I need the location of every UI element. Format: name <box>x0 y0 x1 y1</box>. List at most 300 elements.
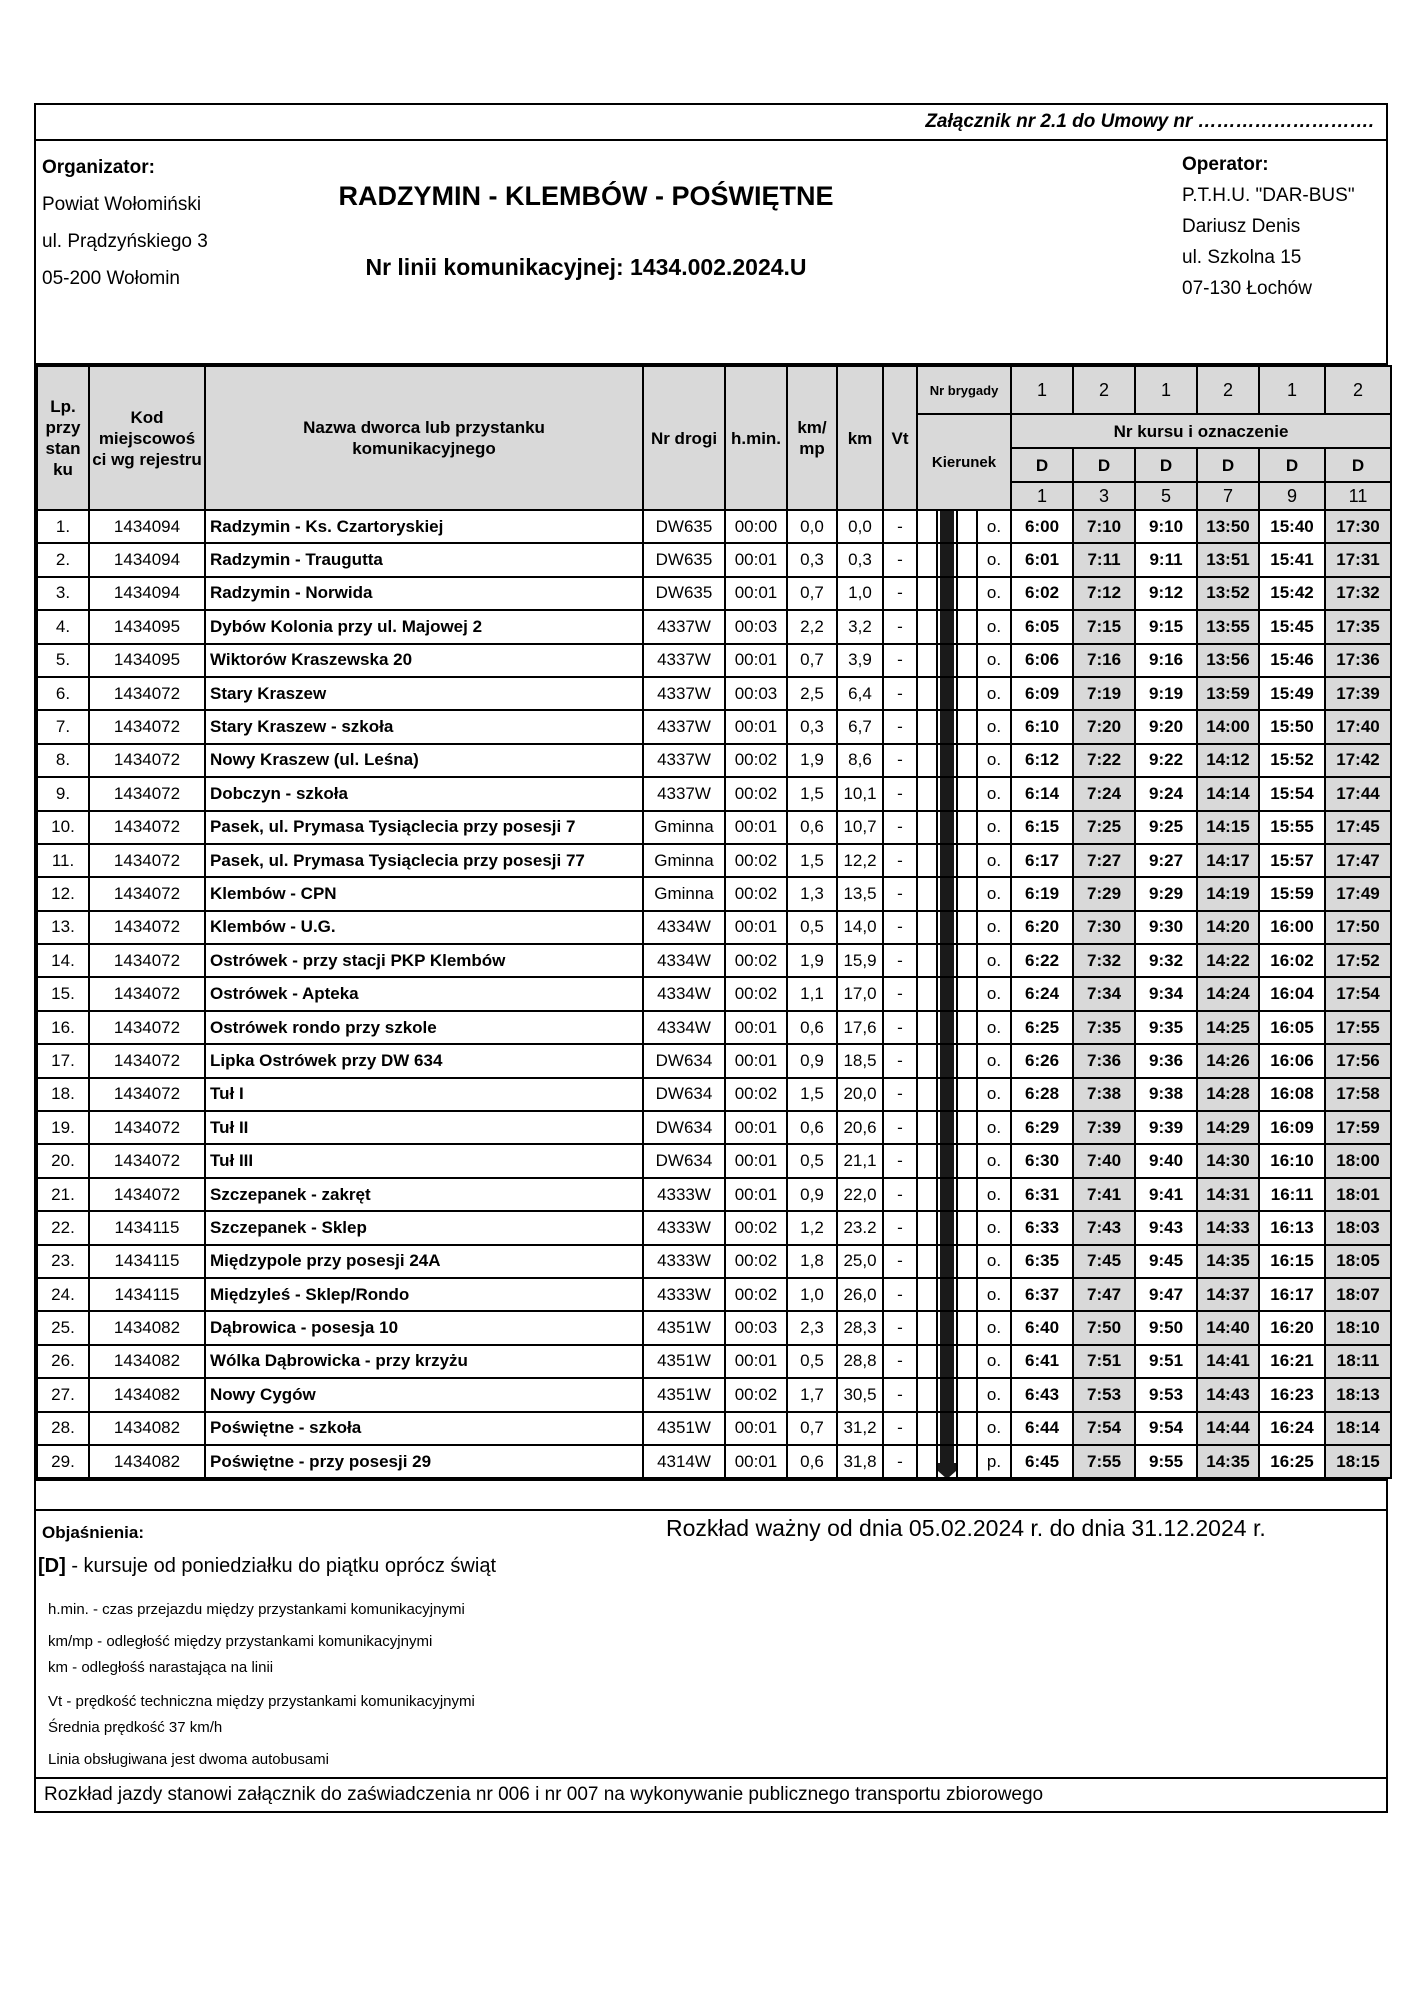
cumulative-km: 20,0 <box>837 1078 883 1111</box>
locality-code: 1434072 <box>89 844 205 877</box>
stop-index: 3. <box>37 577 89 610</box>
empty-cell <box>917 977 937 1010</box>
cumulative-km: 17,0 <box>837 977 883 1010</box>
departure-time: 14:20 <box>1197 911 1259 944</box>
empty-cell <box>957 777 977 810</box>
segment-km: 0,3 <box>787 543 837 576</box>
empty-cell <box>957 977 977 1010</box>
segment-km: 1,7 <box>787 1378 837 1411</box>
locality-code: 1434082 <box>89 1378 205 1411</box>
travel-time: 00:02 <box>725 877 787 910</box>
segment-km: 1,8 <box>787 1245 837 1278</box>
departure-time: 17:36 <box>1325 644 1391 677</box>
stop-type: o. <box>977 1378 1011 1411</box>
departure-time: 14:29 <box>1197 1111 1259 1144</box>
table-row <box>37 1311 1391 1344</box>
departure-time: 18:07 <box>1325 1278 1391 1311</box>
travel-time: 00:02 <box>725 1378 787 1411</box>
locality-code: 1434094 <box>89 577 205 610</box>
departure-time: 9:34 <box>1135 977 1197 1010</box>
table-row <box>37 1078 1391 1111</box>
segment-km: 1,2 <box>787 1211 837 1244</box>
departure-time: 7:45 <box>1073 1245 1135 1278</box>
stop-index: 9. <box>37 777 89 810</box>
organizer-line: ul. Prądzyńskiego 3 <box>42 231 208 252</box>
course-number: 1 <box>1011 482 1073 510</box>
course-number: 5 <box>1135 482 1197 510</box>
direction-arrow-cell <box>937 543 957 576</box>
locality-code: 1434072 <box>89 1144 205 1177</box>
road-number: Gminna <box>643 844 725 877</box>
header-nr-kursu: Nr kursu i oznaczenie <box>1011 414 1391 448</box>
departure-time: 17:59 <box>1325 1111 1391 1144</box>
departure-time: 14:26 <box>1197 1044 1259 1077</box>
travel-time: 00:02 <box>725 744 787 777</box>
stop-index: 7. <box>37 710 89 743</box>
departure-time: 9:39 <box>1135 1111 1197 1144</box>
segment-km: 0,7 <box>787 1412 837 1445</box>
departure-time: 15:52 <box>1259 744 1325 777</box>
road-number: DW635 <box>643 510 725 543</box>
departure-time: 14:28 <box>1197 1078 1259 1111</box>
travel-time: 00:00 <box>725 510 787 543</box>
stop-index: 27. <box>37 1378 89 1411</box>
travel-time: 00:01 <box>725 1111 787 1144</box>
road-number: 4337W <box>643 644 725 677</box>
speed-vt: - <box>883 811 917 844</box>
travel-time: 00:03 <box>725 1311 787 1344</box>
direction-arrow-cell <box>937 844 957 877</box>
departure-time: 9:22 <box>1135 744 1197 777</box>
direction-arrow-cell <box>937 1044 957 1077</box>
departure-time: 17:35 <box>1325 610 1391 643</box>
departure-time: 18:14 <box>1325 1412 1391 1445</box>
departure-time: 9:35 <box>1135 1011 1197 1044</box>
stop-type: o. <box>977 1245 1011 1278</box>
direction-arrow-cell <box>937 1211 957 1244</box>
organizer-block <box>42 149 208 297</box>
stop-index: 23. <box>37 1245 89 1278</box>
direction-bar-icon <box>940 1413 954 1444</box>
stop-name: Radzymin - Traugutta <box>205 543 643 576</box>
spacer-row <box>36 1479 1386 1511</box>
departure-time: 6:10 <box>1011 710 1073 743</box>
empty-cell <box>917 1011 937 1044</box>
table-row <box>37 610 1391 643</box>
direction-bar-icon <box>940 745 954 776</box>
locality-code: 1434072 <box>89 710 205 743</box>
direction-bar-icon <box>940 711 954 742</box>
empty-cell <box>917 1178 937 1211</box>
course-mark: D <box>1197 448 1259 482</box>
direction-bar-icon <box>940 1212 954 1243</box>
direction-bar-icon <box>940 1279 954 1310</box>
departure-time: 7:39 <box>1073 1111 1135 1144</box>
travel-time: 00:01 <box>725 811 787 844</box>
departure-time: 15:49 <box>1259 677 1325 710</box>
timetable-body <box>37 510 1391 1478</box>
departure-time: 15:50 <box>1259 710 1325 743</box>
travel-time: 00:02 <box>725 1245 787 1278</box>
travel-time: 00:03 <box>725 610 787 643</box>
departure-time: 9:32 <box>1135 944 1197 977</box>
cumulative-km: 21,1 <box>837 1144 883 1177</box>
direction-bar-icon <box>940 1179 954 1210</box>
road-number: DW635 <box>643 543 725 576</box>
stop-type: o. <box>977 543 1011 576</box>
direction-bar-icon <box>940 1045 954 1076</box>
segment-km: 0,0 <box>787 510 837 543</box>
road-number: DW634 <box>643 1144 725 1177</box>
stop-index: 28. <box>37 1412 89 1445</box>
legend-d-text: - kursuje od poniedziałku do piątku oprócz świąt <box>65 1555 496 1578</box>
travel-time: 00:02 <box>725 944 787 977</box>
stop-name: Klembów - CPN <box>205 877 643 910</box>
direction-arrow-cell <box>937 1445 957 1478</box>
segment-km: 0,6 <box>787 811 837 844</box>
departure-time: 16:11 <box>1259 1178 1325 1211</box>
empty-cell <box>957 1345 977 1378</box>
travel-time: 00:01 <box>725 577 787 610</box>
departure-time: 6:00 <box>1011 510 1073 543</box>
departure-time: 9:29 <box>1135 877 1197 910</box>
stop-index: 18. <box>37 1078 89 1111</box>
departure-time: 7:27 <box>1073 844 1135 877</box>
departure-time: 16:02 <box>1259 944 1325 977</box>
stop-name: Dąbrowica - posesja 10 <box>205 1311 643 1344</box>
brigade-number: 2 <box>1197 366 1259 414</box>
departure-time: 7:51 <box>1073 1345 1135 1378</box>
departure-time: 7:43 <box>1073 1211 1135 1244</box>
table-row <box>37 644 1391 677</box>
departure-time: 16:21 <box>1259 1345 1325 1378</box>
road-number: DW634 <box>643 1044 725 1077</box>
legend-line: h.min. - czas przejazdu między przystankami komunikacyjnymi <box>48 1601 465 1619</box>
empty-cell <box>917 1211 937 1244</box>
departure-time: 6:40 <box>1011 1311 1073 1344</box>
departure-time: 14:25 <box>1197 1011 1259 1044</box>
empty-cell <box>957 1311 977 1344</box>
departure-time: 18:05 <box>1325 1245 1391 1278</box>
departure-time: 6:44 <box>1011 1412 1073 1445</box>
table-row <box>37 1178 1391 1211</box>
table-row <box>37 543 1391 576</box>
departure-time: 9:30 <box>1135 911 1197 944</box>
departure-time: 15:57 <box>1259 844 1325 877</box>
stop-name: Dobczyn - szkoła <box>205 777 643 810</box>
travel-time: 00:02 <box>725 1211 787 1244</box>
empty-cell <box>917 777 937 810</box>
segment-km: 0,3 <box>787 710 837 743</box>
direction-bar-icon <box>940 1145 954 1176</box>
table-row <box>37 577 1391 610</box>
locality-code: 1434072 <box>89 977 205 1010</box>
empty-cell <box>917 1445 937 1478</box>
road-number: DW634 <box>643 1078 725 1111</box>
table-row <box>37 1011 1391 1044</box>
header-hmin: h.min. <box>725 366 787 510</box>
stop-index: 22. <box>37 1211 89 1244</box>
brigade-number: 1 <box>1011 366 1073 414</box>
stop-type: o. <box>977 811 1011 844</box>
direction-bar-icon <box>940 645 954 676</box>
departure-time: 7:11 <box>1073 543 1135 576</box>
empty-cell <box>917 644 937 677</box>
segment-km: 0,7 <box>787 577 837 610</box>
departure-time: 14:44 <box>1197 1412 1259 1445</box>
speed-vt: - <box>883 1178 917 1211</box>
departure-time: 7:36 <box>1073 1044 1135 1077</box>
empty-cell <box>917 1245 937 1278</box>
locality-code: 1434072 <box>89 1178 205 1211</box>
stop-index: 1. <box>37 510 89 543</box>
cumulative-km: 14,0 <box>837 911 883 944</box>
segment-km: 1,9 <box>787 744 837 777</box>
cumulative-km: 8,6 <box>837 744 883 777</box>
departure-time: 6:29 <box>1011 1111 1073 1144</box>
departure-time: 6:09 <box>1011 677 1073 710</box>
empty-cell <box>957 744 977 777</box>
departure-time: 9:25 <box>1135 811 1197 844</box>
locality-code: 1434094 <box>89 543 205 576</box>
departure-time: 6:31 <box>1011 1178 1073 1211</box>
segment-km: 1,1 <box>787 977 837 1010</box>
direction-bar-icon <box>940 978 954 1009</box>
departure-time: 6:14 <box>1011 777 1073 810</box>
departure-time: 7:10 <box>1073 510 1135 543</box>
course-mark: D <box>1259 448 1325 482</box>
stop-type: o. <box>977 577 1011 610</box>
stop-index: 12. <box>37 877 89 910</box>
stop-name: Poświętne - przy posesji 29 <box>205 1445 643 1478</box>
travel-time: 00:01 <box>725 1011 787 1044</box>
departure-time: 6:02 <box>1011 577 1073 610</box>
departure-time: 6:28 <box>1011 1078 1073 1111</box>
stop-type: o. <box>977 1078 1011 1111</box>
departure-time: 6:26 <box>1011 1044 1073 1077</box>
departure-time: 7:35 <box>1073 1011 1135 1044</box>
departure-time: 16:17 <box>1259 1278 1325 1311</box>
empty-cell <box>917 610 937 643</box>
empty-cell <box>957 610 977 643</box>
direction-bar-icon <box>940 912 954 943</box>
segment-km: 0,6 <box>787 1111 837 1144</box>
travel-time: 00:01 <box>725 710 787 743</box>
departure-time: 9:12 <box>1135 577 1197 610</box>
empty-cell <box>917 1278 937 1311</box>
empty-cell <box>957 911 977 944</box>
down-arrow-icon <box>937 1463 957 1478</box>
empty-cell <box>917 844 937 877</box>
direction-arrow-cell <box>937 1111 957 1144</box>
stop-index: 10. <box>37 811 89 844</box>
stop-name: Nowy Kraszew (ul. Leśna) <box>205 744 643 777</box>
departure-time: 14:00 <box>1197 710 1259 743</box>
empty-cell <box>957 1178 977 1211</box>
segment-km: 1,5 <box>787 777 837 810</box>
direction-bar-icon <box>940 1346 954 1377</box>
departure-time: 9:47 <box>1135 1278 1197 1311</box>
departure-time: 14:35 <box>1197 1245 1259 1278</box>
road-number: DW634 <box>643 1111 725 1144</box>
departure-time: 6:33 <box>1011 1211 1073 1244</box>
direction-arrow-cell <box>937 1144 957 1177</box>
direction-arrow-cell <box>937 1378 957 1411</box>
empty-cell <box>917 1311 937 1344</box>
departure-time: 17:56 <box>1325 1044 1391 1077</box>
empty-cell <box>957 677 977 710</box>
document-header <box>36 141 1386 365</box>
empty-cell <box>917 1044 937 1077</box>
departure-time: 7:32 <box>1073 944 1135 977</box>
departure-time: 14:43 <box>1197 1378 1259 1411</box>
empty-cell <box>917 1111 937 1144</box>
operator-line: Dariusz Denis <box>1182 216 1301 237</box>
travel-time: 00:01 <box>725 1412 787 1445</box>
road-number: 4351W <box>643 1378 725 1411</box>
course-mark: D <box>1135 448 1197 482</box>
direction-bar-icon <box>940 1379 954 1410</box>
travel-time: 00:01 <box>725 1345 787 1378</box>
segment-km: 2,3 <box>787 1311 837 1344</box>
table-row <box>37 1144 1391 1177</box>
speed-vt: - <box>883 1311 917 1344</box>
cumulative-km: 30,5 <box>837 1378 883 1411</box>
departure-time: 6:12 <box>1011 744 1073 777</box>
course-mark: D <box>1011 448 1073 482</box>
course-number: 11 <box>1325 482 1391 510</box>
departure-time: 7:20 <box>1073 710 1135 743</box>
table-row <box>37 1378 1391 1411</box>
segment-km: 0,7 <box>787 644 837 677</box>
road-number: 4337W <box>643 710 725 743</box>
departure-time: 16:25 <box>1259 1445 1325 1478</box>
road-number: 4334W <box>643 944 725 977</box>
departure-time: 7:40 <box>1073 1144 1135 1177</box>
departure-time: 9:27 <box>1135 844 1197 877</box>
stop-name: Tuł I <box>205 1078 643 1111</box>
cumulative-km: 31,2 <box>837 1412 883 1445</box>
direction-arrow-cell <box>937 811 957 844</box>
stop-type: o. <box>977 977 1011 1010</box>
departure-time: 13:55 <box>1197 610 1259 643</box>
departure-time: 17:31 <box>1325 543 1391 576</box>
departure-time: 15:55 <box>1259 811 1325 844</box>
direction-bar-icon <box>940 1112 954 1143</box>
stop-name: Tuł II <box>205 1111 643 1144</box>
stop-name: Ostrówek - Apteka <box>205 977 643 1010</box>
departure-time: 7:25 <box>1073 811 1135 844</box>
segment-km: 2,2 <box>787 610 837 643</box>
stop-name: Stary Kraszew - szkoła <box>205 710 643 743</box>
departure-time: 14:33 <box>1197 1211 1259 1244</box>
travel-time: 00:02 <box>725 977 787 1010</box>
stop-index: 17. <box>37 1044 89 1077</box>
departure-time: 16:20 <box>1259 1311 1325 1344</box>
speed-vt: - <box>883 1044 917 1077</box>
stop-type: o. <box>977 644 1011 677</box>
travel-time: 00:01 <box>725 644 787 677</box>
direction-bar-icon <box>940 611 954 642</box>
speed-vt: - <box>883 877 917 910</box>
locality-code: 1434082 <box>89 1445 205 1478</box>
table-row <box>37 1278 1391 1311</box>
departure-time: 7:15 <box>1073 610 1135 643</box>
direction-bar-icon <box>940 578 954 609</box>
departure-time: 16:10 <box>1259 1144 1325 1177</box>
direction-arrow-cell <box>937 610 957 643</box>
departure-time: 7:19 <box>1073 677 1135 710</box>
cumulative-km: 13,5 <box>837 877 883 910</box>
segment-km: 0,9 <box>787 1178 837 1211</box>
speed-vt: - <box>883 977 917 1010</box>
table-row <box>37 744 1391 777</box>
locality-code: 1434082 <box>89 1311 205 1344</box>
departure-time: 18:01 <box>1325 1178 1391 1211</box>
speed-vt: - <box>883 510 917 543</box>
road-number: 4333W <box>643 1245 725 1278</box>
departure-time: 17:30 <box>1325 510 1391 543</box>
table-row <box>37 877 1391 910</box>
segment-km: 1,0 <box>787 1278 837 1311</box>
direction-arrow-cell <box>937 510 957 543</box>
stop-index: 26. <box>37 1345 89 1378</box>
departure-time: 6:43 <box>1011 1378 1073 1411</box>
travel-time: 00:01 <box>725 1044 787 1077</box>
speed-vt: - <box>883 944 917 977</box>
departure-time: 17:32 <box>1325 577 1391 610</box>
locality-code: 1434095 <box>89 644 205 677</box>
departure-time: 7:29 <box>1073 877 1135 910</box>
direction-arrow-cell <box>937 977 957 1010</box>
stop-name: Międzyleś - Sklep/Rondo <box>205 1278 643 1311</box>
travel-time: 00:01 <box>725 543 787 576</box>
cumulative-km: 20,6 <box>837 1111 883 1144</box>
departure-time: 6:06 <box>1011 644 1073 677</box>
departure-time: 16:23 <box>1259 1378 1325 1411</box>
empty-cell <box>917 710 937 743</box>
locality-code: 1434115 <box>89 1211 205 1244</box>
stop-type: o. <box>977 844 1011 877</box>
empty-cell <box>917 1345 937 1378</box>
departure-time: 16:05 <box>1259 1011 1325 1044</box>
empty-cell <box>957 1111 977 1144</box>
cumulative-km: 18,5 <box>837 1044 883 1077</box>
direction-arrow-cell <box>937 877 957 910</box>
departure-time: 7:30 <box>1073 911 1135 944</box>
empty-cell <box>917 677 937 710</box>
departure-time: 14:30 <box>1197 1144 1259 1177</box>
road-number: Gminna <box>643 811 725 844</box>
empty-cell <box>957 877 977 910</box>
stop-type: o. <box>977 1345 1011 1378</box>
departure-time: 9:36 <box>1135 1044 1197 1077</box>
stop-name: Dybów Kolonia przy ul. Majowej 2 <box>205 610 643 643</box>
travel-time: 00:02 <box>725 1078 787 1111</box>
locality-code: 1434072 <box>89 1044 205 1077</box>
cumulative-km: 3,2 <box>837 610 883 643</box>
locality-code: 1434072 <box>89 1111 205 1144</box>
departure-time: 14:15 <box>1197 811 1259 844</box>
direction-bar-icon <box>940 678 954 709</box>
departure-time: 7:22 <box>1073 744 1135 777</box>
table-row <box>37 977 1391 1010</box>
direction-bar-icon <box>940 878 954 909</box>
departure-time: 16:08 <box>1259 1078 1325 1111</box>
direction-bar-icon <box>940 1246 954 1277</box>
cumulative-km: 17,6 <box>837 1011 883 1044</box>
stop-type: o. <box>977 1412 1011 1445</box>
